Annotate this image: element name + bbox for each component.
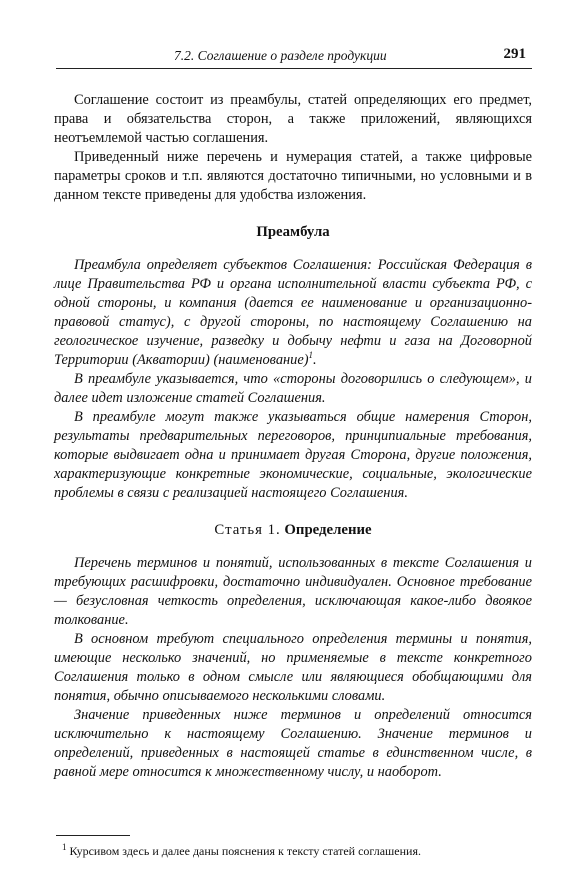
running-header	[56, 46, 532, 69]
footnote-text: Курсивом здесь и далее даны пояснения к тексту статей соглашения.	[69, 844, 421, 858]
page-body	[54, 91, 532, 782]
intro-paragraph-2: Приведенный ниже перечень и нумерация статей, а также цифровые параметры сроков и т.п. являются достаточно типичными, но условными и в данном тексте приведены для удобства изложения.	[54, 149, 532, 203]
article-1-heading	[54, 521, 532, 540]
footnote-reference: 1	[308, 350, 314, 361]
article-1-section	[54, 554, 532, 782]
preamble-paragraph-1	[54, 256, 532, 370]
running-title: 7.2. Соглашение о разделе продукции	[174, 48, 387, 63]
footnote-mark: 1	[62, 842, 67, 852]
page-number: 291	[503, 46, 526, 62]
intro-paragraph-1: Соглашение состоит из преамбулы, статей определяющих его предмет, права и обязательства сторон, а также приложений, являющихся неотъемлемой частью соглашения.	[54, 92, 532, 146]
preamble-heading: Преамбула	[256, 224, 330, 240]
article-1-paragraph-3: Значение приведенных ниже терминов и определений относится исключительно к настоящему Соглашению. Значение терминов и определений, приведенных в настоящей статье в единственном числе, в равной мере относится к множественному числу, и наоборот.	[54, 707, 532, 780]
article-1-paragraph-2: В основном требуют специального определения термины и понятия, имеющие несколько значений, но применяемые в тексте конкретного Соглашения только в одном смысле или являющиеся обобщающими для понятия, обычно описываемого несколькими словами.	[54, 631, 532, 704]
preamble-paragraph-2: В преамбуле указывается, что «стороны договорились о следующем», и далее идет изложение статей Соглашения.	[54, 371, 532, 406]
preamble-paragraph-1-end: .	[313, 352, 317, 368]
article-1-number: Статья 1.	[214, 522, 281, 538]
preamble-paragraph-1-text: Преамбула определяет субъектов Соглашения: Российская Федерация в лице Правительства РФ и органа исполнительной власти субъекта РФ, с одной стороны, и компания (дается ее наименование и организационно-правовой статус), с другой стороны, по настоящему Соглашению на геологическое изучение, разведку и добычу нефти и газа на Договорной Территории (Акватории) (наименование)	[54, 257, 532, 368]
footnote-divider	[56, 835, 130, 836]
article-1-title: Определение	[284, 522, 372, 538]
preamble-paragraph-3: В преамбуле могут также указываться общие намерения Сторон, результаты предварительных переговоров, принципиальные требования, которые выдвигает одна и принимает другая Сторона, другие положения, характеризующие конкретные экономические, социальные, экологические проблемы в связи с реализацией настоящего Соглашения.	[54, 409, 532, 501]
footnote	[62, 844, 421, 859]
article-1-paragraph-1: Перечень терминов и понятий, использованных в тексте Соглашения и требующих расшифровки, достаточно индивидуален. Основное требование — безусловная четкость определения, исключающая какое-либо двоякое толкование.	[54, 555, 532, 628]
preamble-section	[54, 256, 532, 503]
